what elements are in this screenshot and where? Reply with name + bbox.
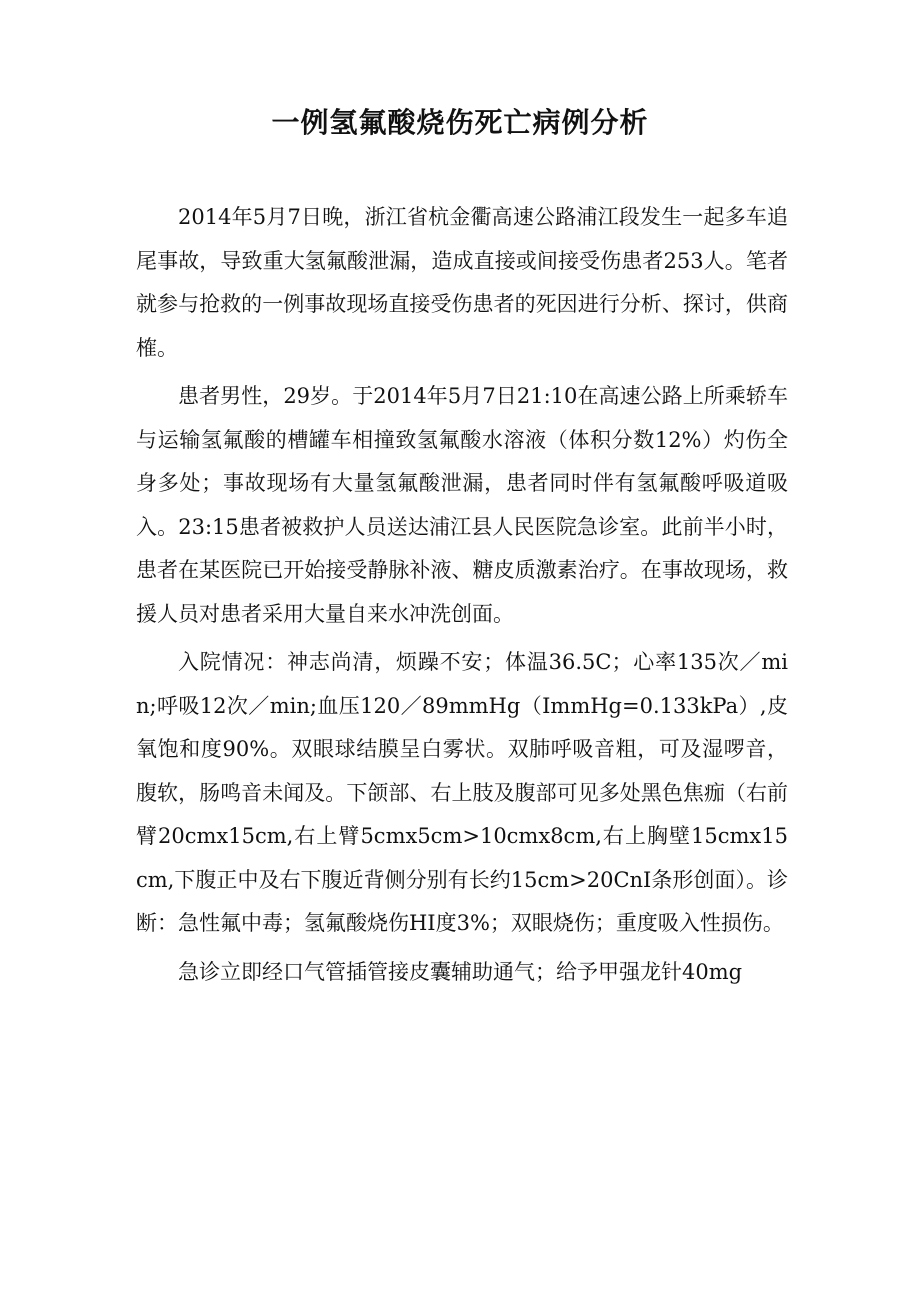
paragraph-incident-overview: 2014年5月7日晚，浙江省杭金衢高速公路浦江段发生一起多车追尾事故，导致重大氢氟酸泄漏，造成直接或间接受伤患者253人。笔者就参与抢救的一例事故现场直接受伤患者的死因进行分析、探讨，供商榷。 [136, 205, 788, 360]
document-body [136, 196, 788, 995]
paragraph-admission-status: 入院情况：神志尚清，烦躁不安；体温36.5C；心率135次／min;呼吸12次／min;血压120／89mmHg（ImmHg=0.133kPa）,皮氧饱和度90%。双眼球结膜呈白雾状。双肺呼吸音粗，可及湿啰音，腹软，肠鸣音未闻及。下颌部、右上肢及腹部可见多处黑色焦痂（右前臂20cmx15cm,右上臂5cmx5cm>10cmx8cm,右上胸壁15cmx15cm,下腹正中及右下腹近背侧分别有长约15cm>20CnI条形创面）。诊断：急性氟中毒；氢氟酸烧伤HI度3%；双眼烧伤；重度吸入性损伤。 [136, 650, 788, 936]
document-title: 一例氢氟酸烧伤死亡病例分析 [271, 106, 649, 139]
paragraph-patient-history: 患者男性，29岁。于2014年5月7日21:10在高速公路上所乘轿车与运输氢氟酸的槽罐车相撞致氢氟酸水溶液（体积分数12%）灼伤全身多处；事故现场有大量氢氟酸泄漏，患者同时伴有氢氟酸呼吸道吸入。23:15患者被救护人员送达浦江县人民医院急诊室。此前半小时，患者在某医院已开始接受静脉补液、糖皮质激素治疗。在事故现场，救援人员对患者采用大量自来水冲洗创面。 [136, 384, 788, 626]
paragraph-emergency-treatment: 急诊立即经口气管插管接皮囊辅助通气；给予甲强龙针40mg [178, 960, 743, 985]
